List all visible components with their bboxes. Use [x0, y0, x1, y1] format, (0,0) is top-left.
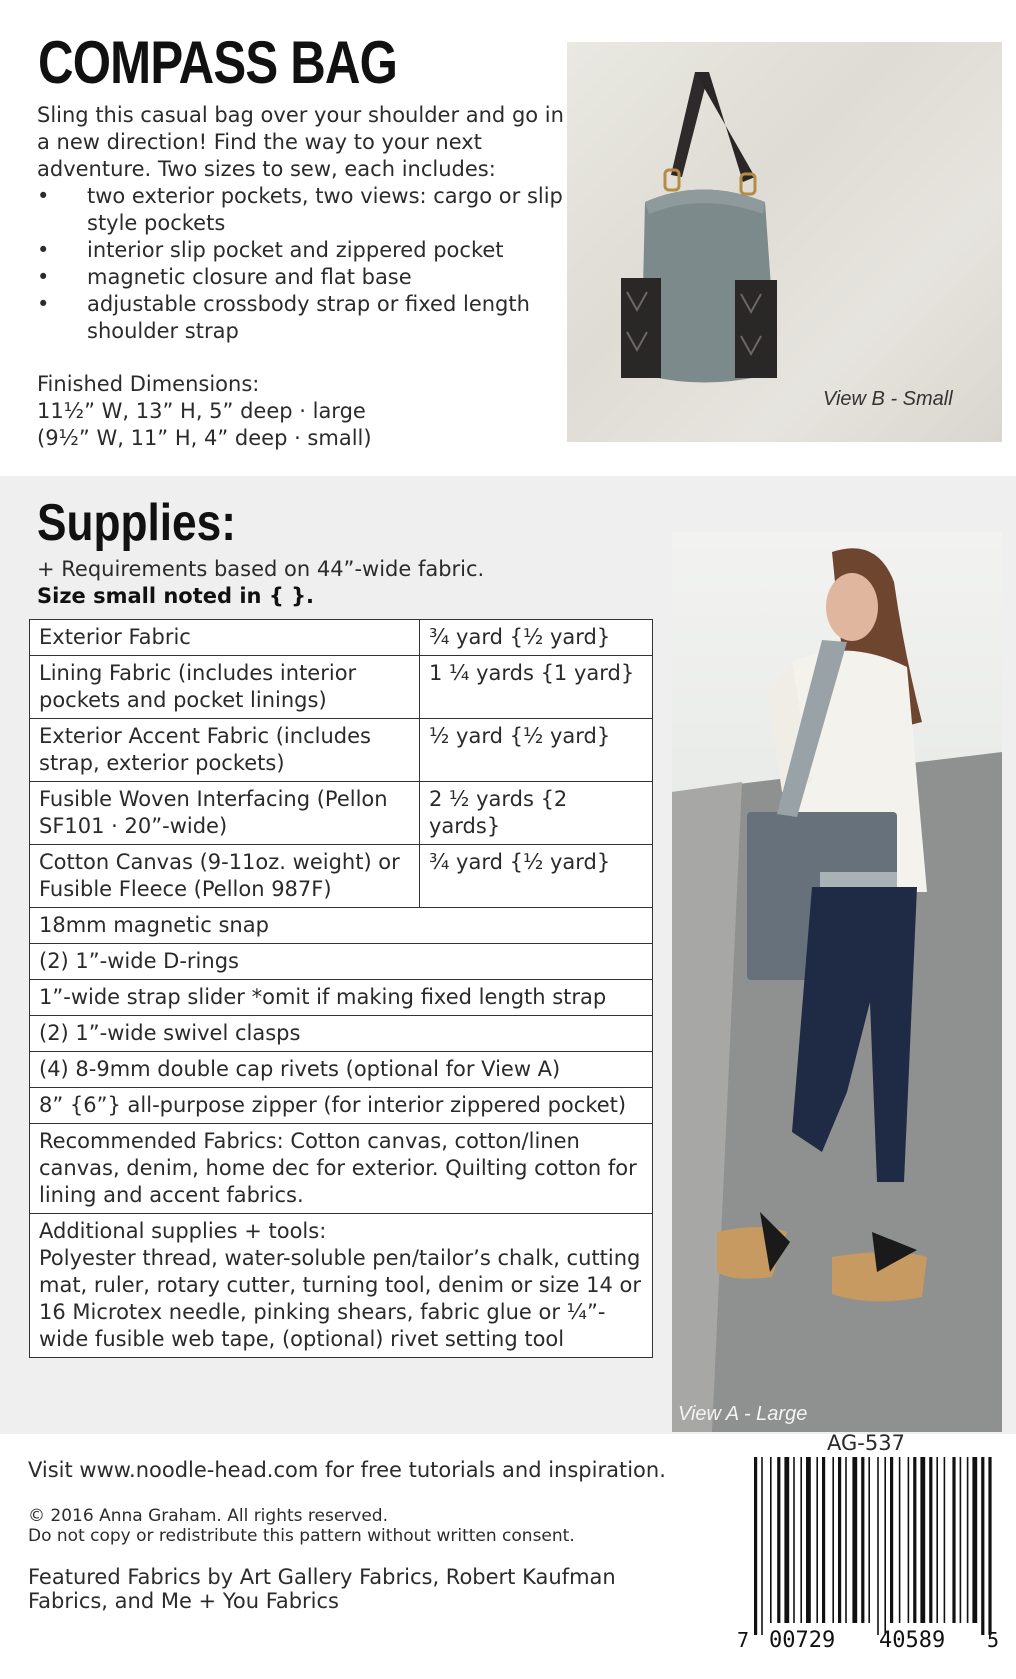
view-b-caption: View B - Small — [823, 388, 953, 410]
additional-title: Additional supplies + tools: — [39, 1219, 327, 1243]
photo-view-a — [672, 532, 1002, 1432]
supply-quantity: 2 ½ yards {2 yards} — [420, 782, 653, 845]
additional-text: Polyester thread, water-soluble pen/tailor’s chalk, cutting mat, ruler, rotary cutter, turning tool, denim or size 14 or 16 Microtex needle, pinking shears, fabric glue or ¼”-wide fusible web tape, (optional) rivet setting tool — [39, 1246, 642, 1351]
barcode — [736, 1457, 1006, 1652]
barcode-bar — [754, 1457, 757, 1635]
barcode-check-digit: 5 — [987, 1628, 1000, 1652]
supply-item: (4) 8-9mm double cap rivets (optional for View A) — [30, 1052, 653, 1088]
sku-code: AG-537 — [827, 1431, 905, 1455]
table-row — [30, 1124, 653, 1214]
barcode-bar — [861, 1457, 864, 1623]
supply-item: Lining Fabric (includes interior pockets and pocket linings) — [30, 656, 420, 719]
bag-small-illustration — [567, 42, 1002, 442]
feature-item: • interior slip pocket and zippered pocket — [37, 237, 567, 264]
barcode-bar — [816, 1457, 818, 1623]
barcode-bar — [952, 1457, 955, 1623]
supply-quantity: ¾ yard {½ yard} — [420, 620, 653, 656]
barcode-bar — [967, 1457, 969, 1623]
barcode-bar — [981, 1457, 984, 1635]
barcode-left-digits: 00729 — [769, 1628, 836, 1652]
barcode-bar — [784, 1457, 789, 1623]
feature-item: • adjustable crossbody strap or fixed length shoulder strap — [37, 291, 567, 345]
supply-item: 8” {6”} all-purpose zipper (for interior zippered pocket) — [30, 1088, 653, 1124]
barcode-bar — [929, 1457, 932, 1623]
barcode-bar — [777, 1457, 780, 1623]
consent-note: Do not copy or redistribute this pattern without written consent. — [28, 1526, 575, 1546]
barcode-bar — [868, 1457, 870, 1623]
barcode-bar — [884, 1457, 886, 1635]
website-note: Visit www.noodle-head.com for free tutorials and inspiration. — [28, 1458, 666, 1482]
barcode-bar — [920, 1457, 925, 1623]
feature-item: • magnetic closure and flat base — [37, 264, 567, 291]
table-row — [30, 782, 653, 845]
barcode-bar — [877, 1457, 879, 1635]
barcode-graphic — [736, 1457, 1006, 1652]
barcode-bar — [890, 1457, 893, 1623]
requirements-note — [37, 556, 484, 610]
photo-view-b — [567, 42, 1002, 442]
dimensions-large: 11½” W, 13” H, 5” deep · large — [37, 399, 366, 423]
copyright: © 2016 Anna Graham. All rights reserved. — [28, 1506, 388, 1526]
supply-quantity: ½ yard {½ yard} — [420, 719, 653, 782]
barcode-bar — [899, 1457, 901, 1623]
barcode-bar — [822, 1457, 825, 1623]
barcode-right-digits: 40589 — [879, 1628, 946, 1652]
feature-item: • two exterior pockets, two views: cargo or slip style pockets — [37, 183, 567, 237]
barcode-bar — [800, 1457, 802, 1623]
barcode-bar — [960, 1457, 962, 1623]
intro-block — [37, 102, 567, 345]
supplies-table — [29, 619, 653, 1358]
supply-item: (2) 1”-wide swivel clasps — [30, 1016, 653, 1052]
feature-list — [37, 183, 567, 345]
table-row — [30, 1088, 653, 1124]
supply-item: Fusible Woven Interfacing (Pellon SF101 · 20”-wide) — [30, 782, 420, 845]
finished-dimensions — [37, 371, 372, 452]
barcode-bar — [852, 1457, 857, 1623]
supply-quantity: ¾ yard {½ yard} — [420, 845, 653, 908]
size-note: Size small noted in { }. — [37, 584, 315, 608]
barcode-bar — [908, 1457, 910, 1623]
recommended-fabrics: Recommended Fabrics: Cotton canvas, cotton/linen canvas, denim, home dec for exterior. Quilting cotton for lining and accent fabrics. — [30, 1124, 653, 1214]
table-row — [30, 1016, 653, 1052]
additional-supplies — [30, 1214, 653, 1358]
table-row — [30, 845, 653, 908]
supplies-heading: Supplies: — [37, 494, 236, 552]
supply-item: Exterior Accent Fabric (includes strap, exterior pockets) — [30, 719, 420, 782]
view-a-caption: View A - Large — [678, 1403, 808, 1425]
barcode-bar — [972, 1457, 977, 1623]
table-row — [30, 620, 653, 656]
barcode-bar — [838, 1457, 841, 1623]
supply-item: Cotton Canvas (9-11oz. weight) or Fusible Fleece (Pellon 987F) — [30, 845, 420, 908]
supply-item: 18mm magnetic snap — [30, 908, 653, 944]
barcode-bar — [761, 1457, 763, 1635]
barcode-bar — [944, 1457, 946, 1623]
barcode-bar — [913, 1457, 916, 1623]
supply-item: Exterior Fabric — [30, 620, 420, 656]
table-row — [30, 908, 653, 944]
supply-item: (2) 1”-wide D-rings — [30, 944, 653, 980]
table-row — [30, 1214, 653, 1358]
barcode-bar — [845, 1457, 847, 1623]
table-row — [30, 656, 653, 719]
barcode-bar — [936, 1457, 938, 1623]
barcode-bar — [806, 1457, 811, 1623]
featured-fabrics: Featured Fabrics by Art Gallery Fabrics, Robert Kaufman Fabrics, and Me + You Fabrics — [28, 1565, 616, 1613]
dimensions-small: (9½” W, 11” H, 4” deep · small) — [37, 426, 372, 450]
barcode-bar — [793, 1457, 795, 1623]
woman-with-bag-illustration — [672, 532, 1002, 1432]
dimensions-label: Finished Dimensions: — [37, 372, 260, 396]
supply-item: 1”-wide strap slider *omit if making fixed length strap — [30, 980, 653, 1016]
supply-quantity: 1 ¼ yards {1 yard} — [420, 656, 653, 719]
barcode-bar — [988, 1457, 991, 1635]
table-row — [30, 980, 653, 1016]
barcode-bar — [770, 1457, 772, 1623]
table-row — [30, 719, 653, 782]
table-row — [30, 944, 653, 980]
intro-text: Sling this casual bag over your shoulder and go in a new direction! Find the way to your next adventure. Two sizes to sew, each includes: — [37, 103, 564, 181]
page-title: COMPASS BAG — [38, 29, 398, 96]
table-row — [30, 1052, 653, 1088]
barcode-bar — [832, 1457, 834, 1623]
fabric-width-note: + Requirements based on 44”-wide fabric. — [37, 557, 485, 581]
barcode-lead-digit: 7 — [737, 1628, 750, 1652]
